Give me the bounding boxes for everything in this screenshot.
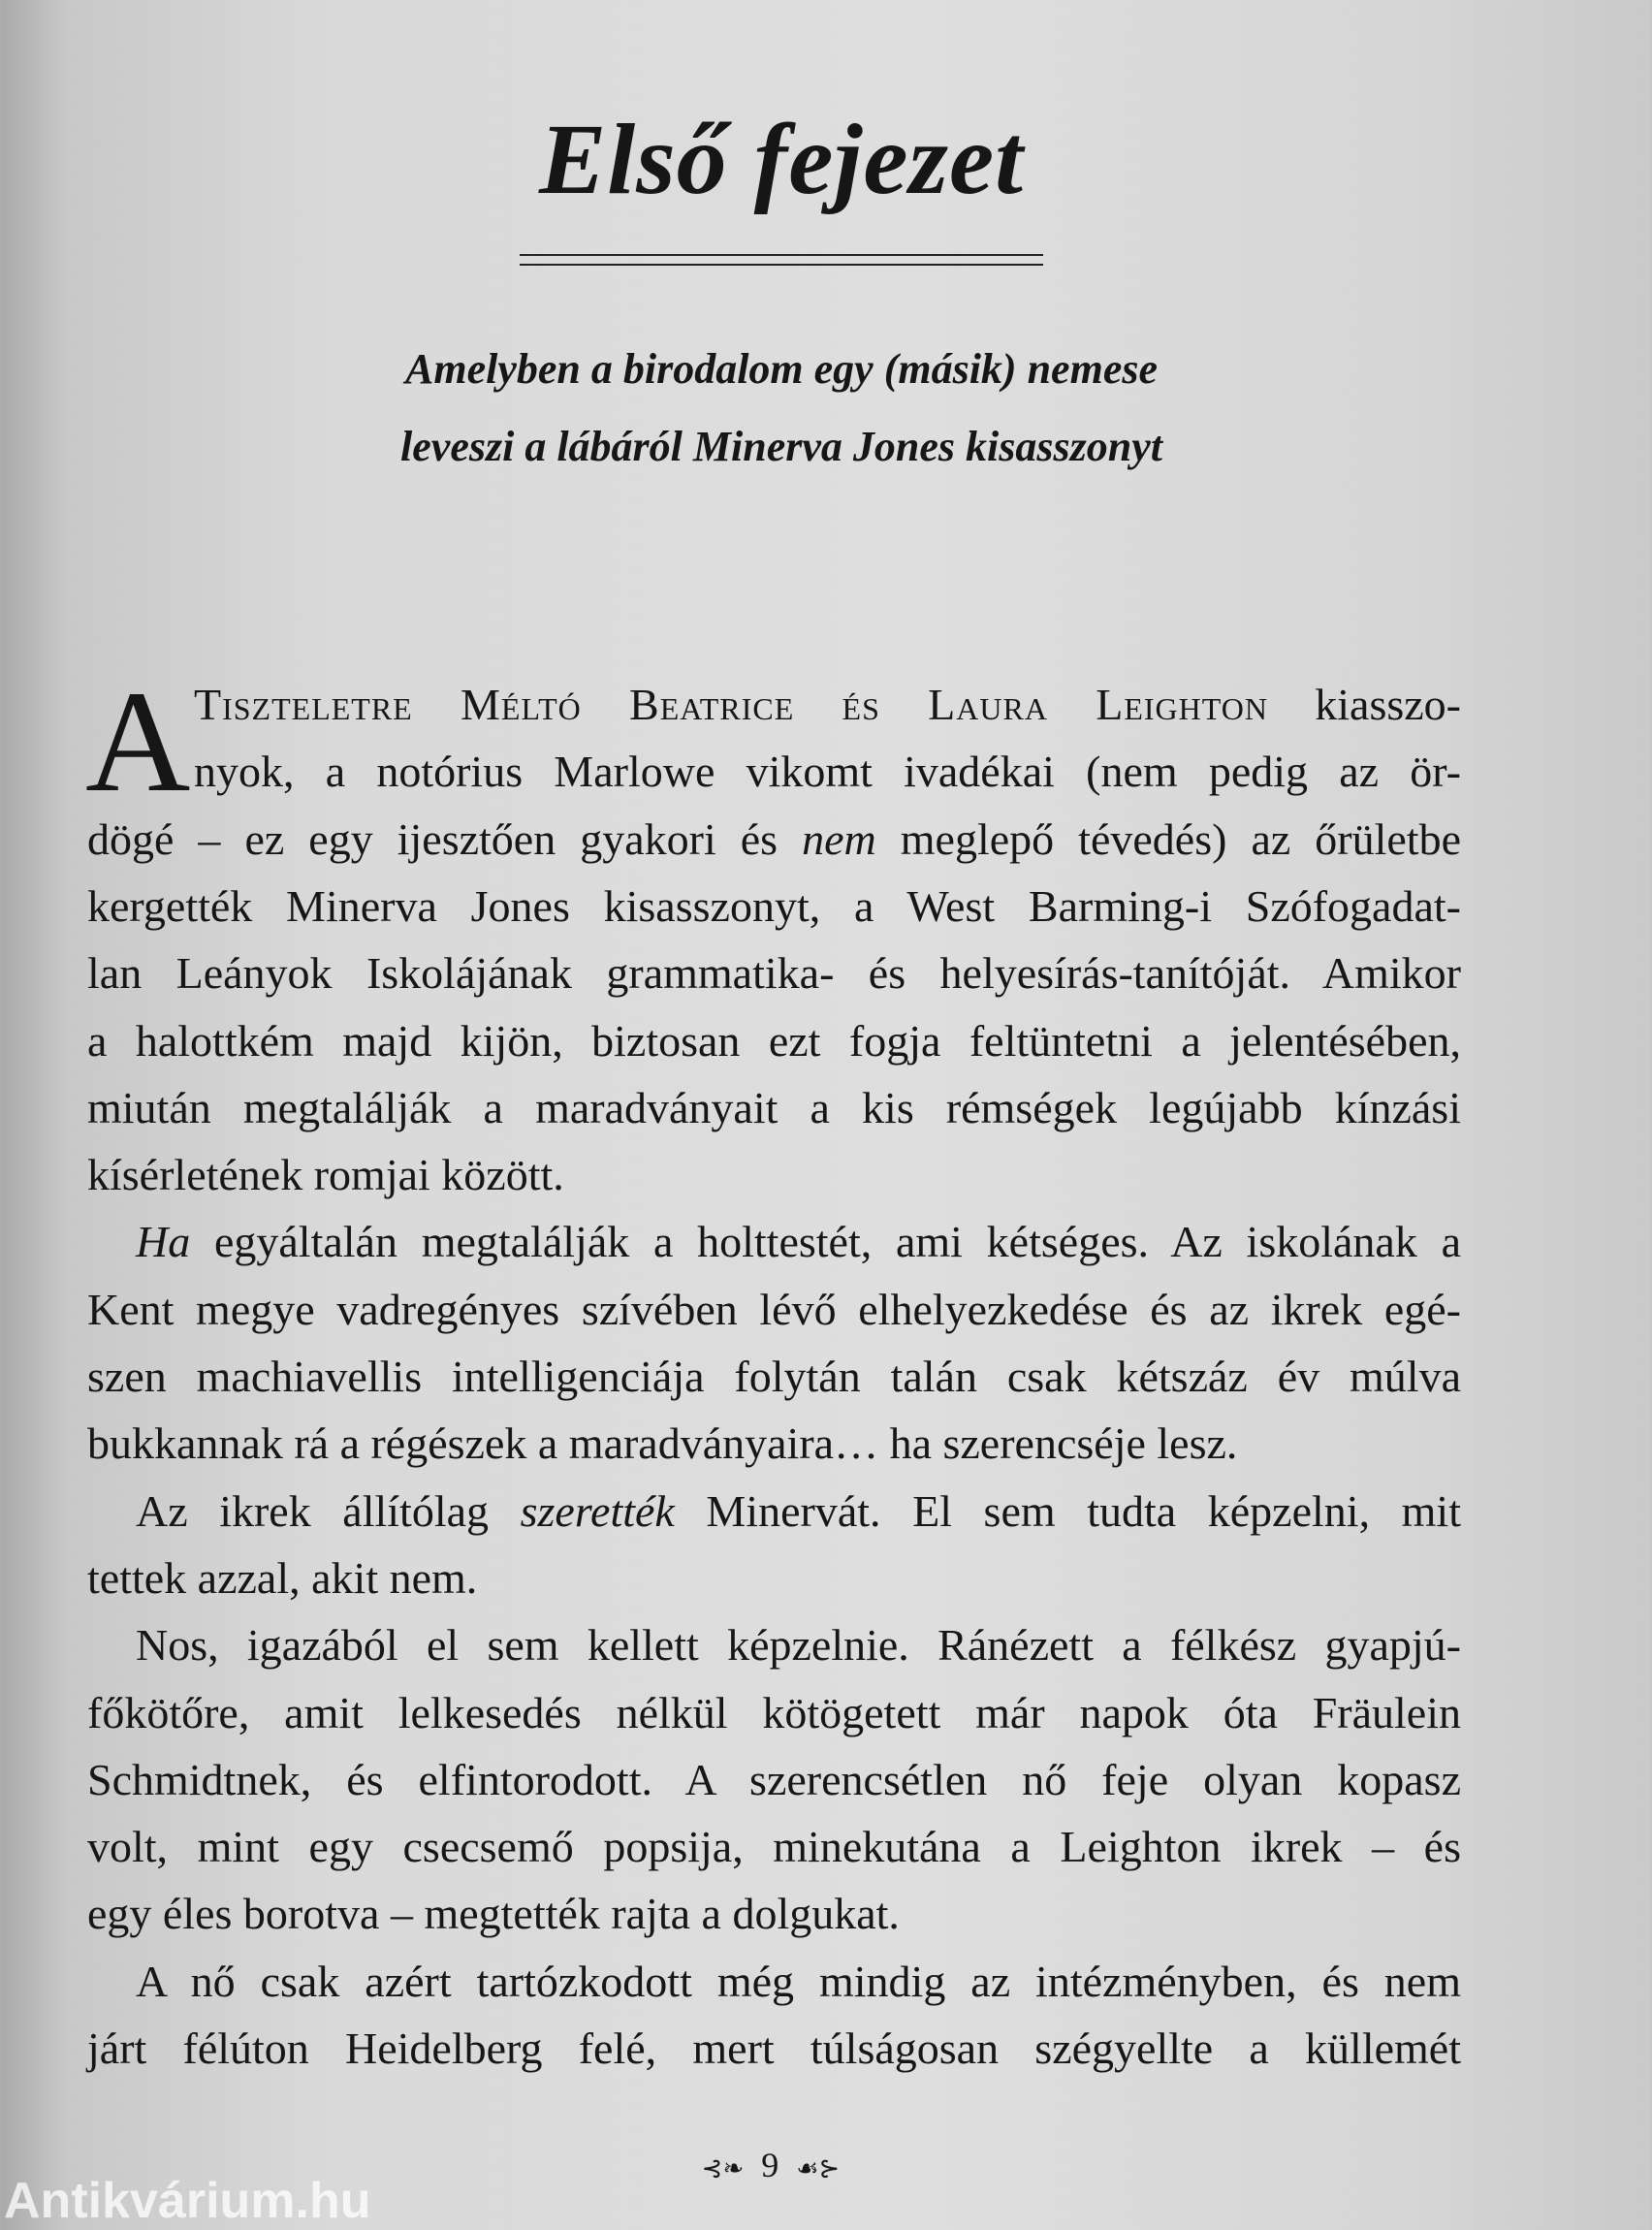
text-line [87, 1146, 1461, 1204]
text-segment: a halottkém majd kijön, biztosan ezt fogja feltüntetni a jelentésében, [87, 1015, 1461, 1066]
text-segment: egy éles borotva – megtették rajta a dolgukat. [87, 1889, 900, 1939]
text-segment: járt félúton Heidelberg felé, mert túlságosan szégyellte a küllemét [87, 2023, 1461, 2073]
text-line [87, 1281, 1461, 1339]
text-segment: kiasszo- [1267, 680, 1461, 729]
text-line [87, 1482, 1461, 1541]
small-caps-text: Tiszteletre Méltó Beatrice és Laura Leighton [194, 680, 1268, 729]
text-segment: meglepő tévedés) az őrületbe [875, 813, 1461, 864]
text-line [87, 811, 1461, 869]
text-line [87, 877, 1461, 936]
watermark: Antikvárium.hu [4, 2173, 371, 2229]
text-segment: A nő csak azért tartózkodott még mindig az intézményben, és nem [136, 1956, 1461, 2006]
text-line [87, 944, 1461, 1003]
text-segment: dögé – ez egy ijesztően gyakori és [87, 813, 803, 864]
text-segment: bukkannak rá a régészek a maradványaira… ha szerencséje lesz. [87, 1418, 1238, 1469]
text-segment: kergették Minerva Jones kisasszonyt, a West Barming-i Szófogadat- [87, 880, 1461, 931]
title-rule-top [520, 254, 1043, 256]
text-segment: főkötőre, amit lelkesedés nélkül kötögetett már napok óta Fräulein [87, 1687, 1461, 1737]
text-segment: Nos, igazából el sem kellett képzelnie. Ránézett a félkész gyapjú- [136, 1620, 1461, 1671]
text-segment: egyáltalán megtalálják a holttestét, ami kétséges. Az iskolának a [190, 1217, 1461, 1267]
ornament-right-icon: ☙⊱ [796, 2153, 841, 2182]
text-segment: Az ikrek állítólag [136, 1485, 521, 1536]
text-segment: szen machiavellis intelligenciája folytán talán csak kétszáz év múlva [87, 1352, 1461, 1401]
page-number: 9 [761, 2146, 779, 2184]
text-line [87, 1953, 1461, 2011]
text-segment: tettek azzal, akit nem. [87, 1552, 478, 1603]
text-line [194, 743, 1461, 801]
text-segment: Minervát. El sem tudta képzelni, mit [674, 1485, 1461, 1536]
emphasis-text: nem [802, 813, 876, 864]
text-line [87, 1751, 1461, 1809]
text-line [87, 1012, 1461, 1070]
text-line [87, 1616, 1461, 1674]
chapter-subtitle-line: leveszi a lábáról Minerva Jones kisasszonyt [400, 423, 1162, 470]
text-line [87, 1885, 1461, 1943]
text-segment: volt, mint egy csecsemő popsija, minekutána a Leighton ikrek – és [87, 1822, 1461, 1872]
text-line [87, 1549, 1461, 1608]
ornament-left-icon: ⊰❧ [701, 2153, 745, 2182]
emphasis-text: Ha [136, 1217, 191, 1267]
text-line [87, 1348, 1461, 1406]
text-segment: kísérletének romjai között. [87, 1150, 564, 1200]
text-segment: Schmidtnek, és elfintorodott. A szerencsétlen nő feje olyan kopasz [87, 1754, 1461, 1804]
text-line [87, 1818, 1461, 1876]
chapter-title: Első fejezet [538, 104, 1025, 215]
text-line [87, 1213, 1461, 1271]
drop-cap: A [85, 661, 191, 822]
title-rule-bottom [520, 264, 1043, 266]
emphasis-text: szerették [520, 1485, 675, 1536]
text-segment: lan Leányok Iskolájának grammatika- és helyesírás-tanítóját. Amikor [87, 948, 1461, 999]
text-segment: miután megtalálják a maradványait a kis rémségek legújabb kínzási [87, 1082, 1461, 1132]
text-line [87, 1079, 1461, 1137]
text-line [87, 1684, 1461, 1742]
text-line [194, 676, 1461, 734]
chapter-subtitle-line: Amelyben a birodalom egy (másik) nemese [405, 345, 1158, 393]
text-segment: nyok, a notórius Marlowe vikomt ivadékai (nem pedig az ör- [194, 747, 1461, 797]
text-line [87, 2020, 1461, 2078]
text-segment: Kent megye vadregényes szívében lévő elhelyezkedése és az ikrek egé- [87, 1284, 1461, 1334]
text-line [87, 1415, 1461, 1473]
